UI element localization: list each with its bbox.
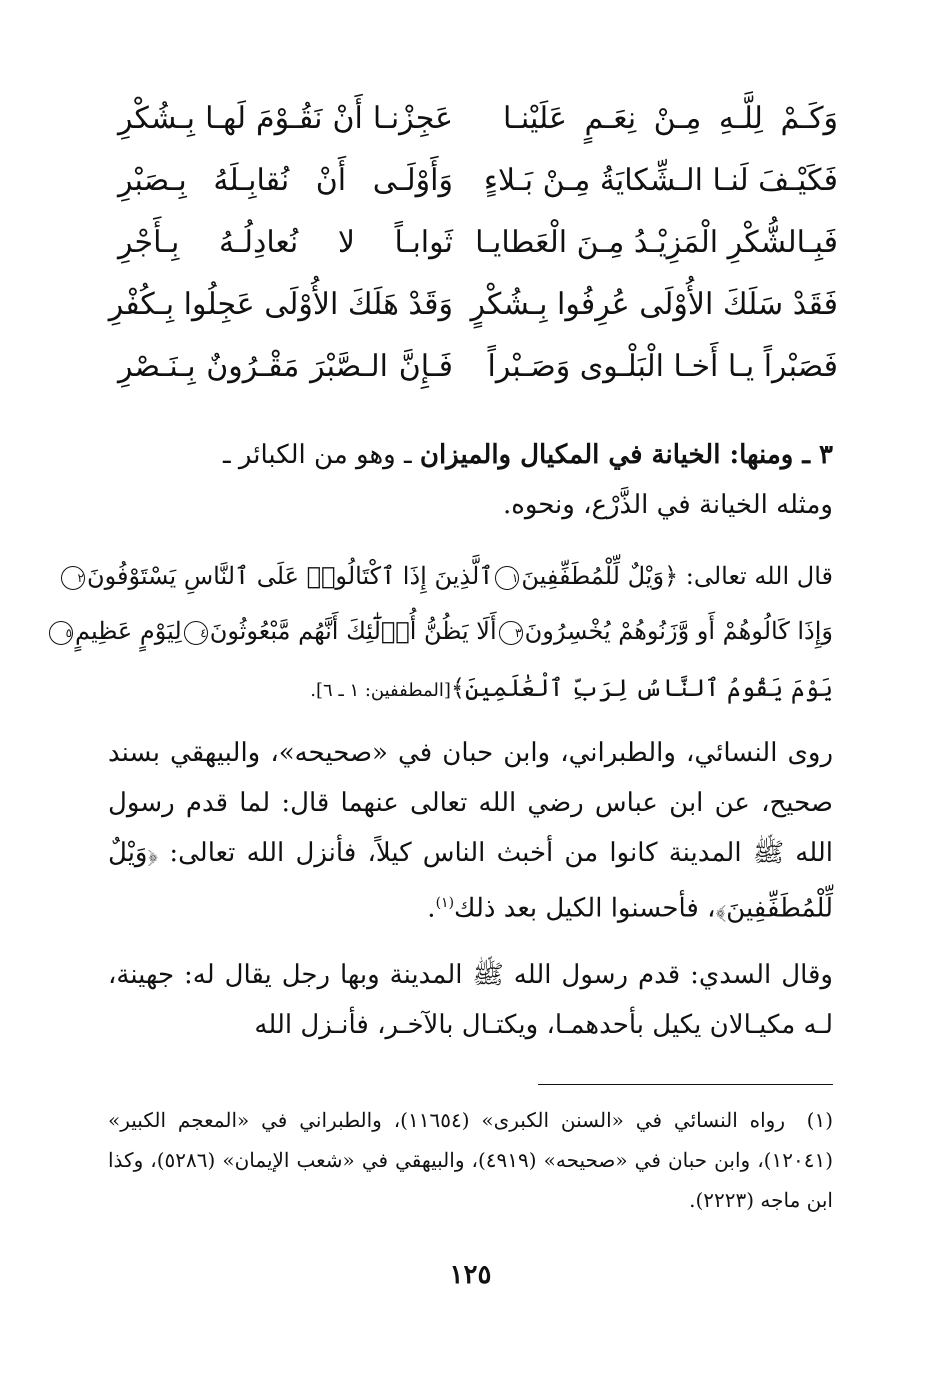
ayah-number-icon: ٤ [184,621,208,645]
quran-ayah-text: ٱلَّذِينَ إِذَا ٱكْتَالُوا۟ عَلَى ٱلنَّاسِ يَسْتَوْفُونَ [87,562,494,590]
footnote-number: (١) [806,1108,833,1132]
ayah-number-icon: ٣ [499,621,523,645]
quran-line-3 [108,667,833,712]
poem-verse-3 [118,212,838,274]
quran-reference: [المطففين: ١ ـ ٦]. [310,680,451,701]
poem-verse-5 [118,336,838,398]
verse-second-hemistich: ثَوابـاً لا نُعادِلُـهُ بِـأَجْرِ [118,225,453,260]
footnote [108,1100,833,1220]
suddi-paragraph [108,950,833,1050]
hadith-end: . [427,893,436,924]
ayah-number-icon: ٢ [61,566,85,590]
footnote-divider [538,1084,833,1085]
verse-first-hemistich: فَكَيْـفَ لَنـا الـشِّكايَةُ مِـنْ بَـلاءٍ [483,163,838,198]
page-number: ١٢٥ [449,1260,492,1290]
verse-second-hemistich: وَقَدْ هَلَكَ الأُوْلَى عَجِلُوا بِـكُفْرِ [108,287,453,322]
quran-ayah-text: يَوْمَ يَقُومُ ٱلنَّاسُ لِرَبِّ ٱلْعَٰلَمِينَ﴾ [450,674,833,702]
ayah-number-icon: ٥ [49,621,73,645]
footnote-marker: (١) [435,895,455,911]
hadith-text: روى النسائي، والطبراني، وابن حبان في «صحيحه»، والبيهقي بسند صحيح، عن ابن عباس رضي الله تعالى عنهما قال: لما قدم رسول الله ﷺ المدينة كانوا من أخبث الناس كيلاً، فأنزل الله تعالى: ﴿وَيْلٌ لِّلْمُطَفِّفِينَ﴾، فأحسنوا الكيل بعد ذلك [108,738,833,924]
section-heading-note: ـ وهو من الكبائر ـ [223,440,420,470]
poem-verse-2 [118,150,838,212]
quran-ayah-text: وَيْلٌ لِّلْمُطَفِّفِينَ [521,562,665,590]
quran-line-2 [65,610,833,652]
ayah-number-icon: ١ [495,566,519,590]
section-subline: ومثله الخيانة في الذَّرْع، ونحوه. [502,490,833,520]
section-heading-paragraph [108,430,833,530]
verse-first-hemistich: وَكَـمْ لِلَّـهِ مِـنْ نِعَـمٍ عَلَيْنـا [503,101,838,136]
verse-second-hemistich: وَأَوْلَـى أَنْ نُقابِـلَهُ بِـصَبْرِ [118,163,453,198]
verse-first-hemistich: فَقَدْ سَلَكَ الأُوْلَى عُرِفُوا بِـشُكْرٍ [470,287,838,322]
verse-second-hemistich: فَـإِنَّ الـصَّبْرَ مَقْـرُونٌ بِـنَـصْرِ [118,349,453,384]
verse-first-hemistich: فَبِـالشُّكْرِ الْمَزِيْـدُ مِـنَ الْعَطايـا [475,225,838,260]
quran-ayah-text: وَإِذَا كَالُوهُمْ أَو وَّزَنُوهُمْ يُخْسِرُونَ [524,617,833,645]
verse-second-hemistich: عَجِزْنـا أَنْ نَقُـوْمَ لَهـا بِـشُكْرِ [118,101,453,136]
poem [108,88,838,398]
suddi-text: وقال السدي: قدم رسول الله ﷺ المدينة وبها رجل يقال له: جهينة، لـه مكيـالان يكيل بأحدهمـا، ويكتـال بالآخـر، فأنـزل الله [108,960,833,1040]
quran-ayah-text: أَلَا يَظُنُّ أُو۟لَٰٓئِكَ أَنَّهُم مَّبْعُوثُونَ [209,617,497,645]
hadith-paragraph [108,728,833,934]
verse-first-hemistich: فَصَبْراً يـا أَخـا الْبَلْـوى وَصَـبْراً [487,349,838,384]
section-heading: ٣ ـ ومنها: الخيانة في المكيال والميزان [419,440,833,470]
quran-line-1 [77,555,833,597]
poem-verse-4 [108,274,838,336]
poem-verse-1 [118,88,838,150]
quran-intro: قال الله تعالى: ﴿ [664,562,833,590]
footnote-text: رواه النسائي في «السنن الكبرى» (١١٦٥٤)، والطبراني في «المعجم الكبير» (١٢٠٤١)، وابن حبان في «صحيحه» (٤٩١٩)، والبيهقي في «شعب الإيمان» (٥٢٨٦)، وكذا ابن ماجه (٢٢٢٣). [108,1108,834,1212]
quran-ayah-text: لِيَوْمٍ عَظِيمٍ [75,617,182,645]
